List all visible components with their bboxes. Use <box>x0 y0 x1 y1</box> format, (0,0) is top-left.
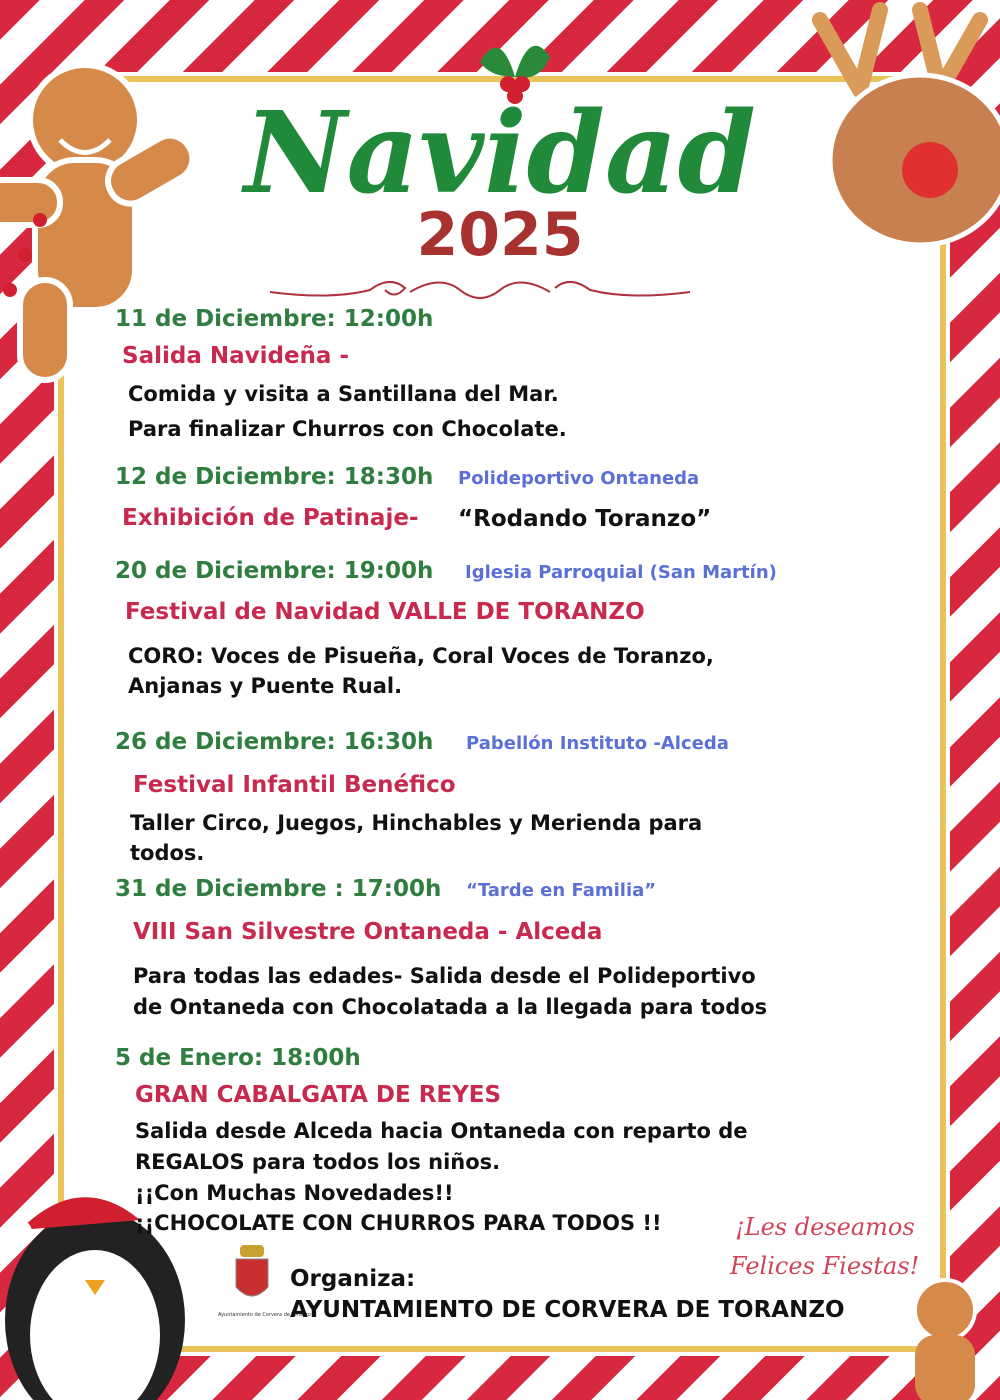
event-location: Iglesia Parroquial (San Martín) <box>465 562 777 583</box>
event-detail: Para todas las edades- Salida desde el Polideportivo <box>133 964 756 988</box>
event-name: Festival de Navidad VALLE DE TORANZO <box>125 599 645 625</box>
greeting-line-1: ¡Les deseamos <box>735 1213 915 1241</box>
poster-title: Navidad <box>244 88 756 219</box>
crest-caption: Ayuntamiento de Corvera de Toranzo <box>218 1312 311 1318</box>
event-date: 11 de Diciembre: 12:00h <box>115 306 434 332</box>
event-date: 5 de Enero: 18:00h <box>115 1045 361 1071</box>
event-name: GRAN CABALGATA DE REYES <box>135 1082 502 1108</box>
event-detail: CORO: Voces de Pisueña, Coral Voces de Toranzo, <box>128 644 714 668</box>
municipal-crest-icon <box>232 1245 272 1310</box>
event-date: 20 de Diciembre: 19:00h <box>115 558 434 584</box>
poster-year: 2025 <box>416 200 584 270</box>
event-detail: Salida desde Alceda hacia Ontaneda con reparto de <box>135 1119 748 1143</box>
event-location: Polideportivo Ontaneda <box>458 468 700 489</box>
event-name: VIII San Silvestre Ontaneda - Alceda <box>133 919 603 945</box>
event-location: “Tarde en Familia” <box>466 880 657 901</box>
event-detail: Anjanas y Puente Rual. <box>128 674 403 698</box>
greeting-line-2: Felices Fiestas! <box>730 1252 920 1280</box>
event-detail: ¡¡Con Muchas Novedades!! <box>135 1181 454 1205</box>
event-detail: REGALOS para todos los niños. <box>135 1150 501 1174</box>
event-detail: todos. <box>130 841 205 865</box>
event-name: Exhibición de Patinaje- <box>122 505 419 531</box>
event-date: 26 de Diciembre: 16:30h <box>115 729 434 755</box>
organizer-name: AYUNTAMIENTO DE CORVERA DE TORANZO <box>290 1297 845 1323</box>
ornament-swirl-icon <box>270 270 690 306</box>
event-date: 12 de Diciembre: 18:30h <box>115 464 434 490</box>
event-detail: de Ontaneda con Chocolatada a la llegada para todos <box>133 995 768 1019</box>
event-detail: ¡¡CHOCOLATE CON CHURROS PARA TODOS !! <box>135 1211 662 1235</box>
event-name: Salida Navideña - <box>122 343 350 369</box>
event-detail: Comida y visita a Santillana del Mar. <box>128 382 559 406</box>
event-location: Pabellón Instituto -Alceda <box>466 733 729 754</box>
organizer-label: Organiza: <box>290 1266 416 1292</box>
event-date: 31 de Diciembre : 17:00h <box>115 876 442 902</box>
event-subtitle: “Rodando Toranzo” <box>458 506 712 532</box>
small-gingerbread-icon <box>890 1275 1000 1400</box>
event-detail: Para finalizar Churros con Chocolate. <box>128 417 567 441</box>
event-name: Festival Infantil Benéfico <box>133 772 456 798</box>
event-detail: Taller Circo, Juegos, Hinchables y Merienda para <box>130 811 703 835</box>
